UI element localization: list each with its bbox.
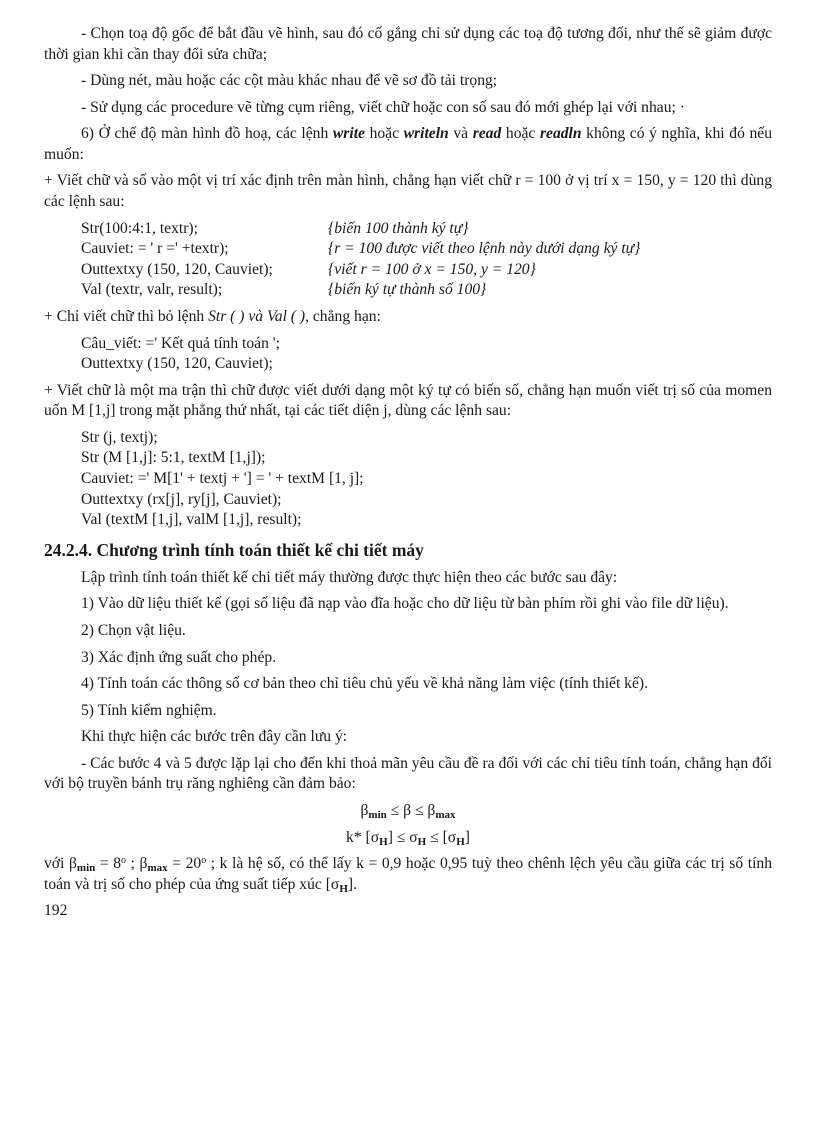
code-comment: {r = 100 được viết theo lệnh này dưới dạng ký tự} xyxy=(328,240,641,258)
paragraph-procedure: - Sử dụng các procedure vẽ từng cụm riêng, viết chữ hoặc con số sau đó mới ghép lại với nhau; · xyxy=(81,98,685,116)
code-comment: {biến ký tự thành số 100} xyxy=(328,281,487,299)
code-block-3 xyxy=(44,428,772,531)
code-line: Outtextxy (150, 120, Cauviet); xyxy=(81,355,273,373)
code-comment: {biến 100 thành ký tự} xyxy=(328,219,469,237)
paragraph-text-only: + Chỉ viết chữ thì bỏ lệnh Str ( ) và Val ( ), chẳng hạn: xyxy=(44,307,381,325)
code-block-1 xyxy=(44,219,772,301)
section-heading: 24.2.4. Chương trình tính toán thiết kế chi tiết máy xyxy=(44,539,424,560)
step-5: 5) Tính kiểm nghiệm. xyxy=(81,701,217,719)
equation-sigma: k* $[\sigma_H] \le \sigma_H \le [\sigma_H]$ xyxy=(346,828,470,848)
paragraph-origin: - Chọn toạ độ gốc để bắt đầu vẽ hình, sau đó cố gắng chỉ sử dụng các toạ độ tương đối, như thế sẽ giảm được thời gian khi cần thay đổi sửa chữa; xyxy=(44,25,772,63)
code-line: Val (textM [1,j], valM [1,j], result); xyxy=(81,511,302,529)
code-block-2 xyxy=(44,334,772,375)
code-line: Outtextxy (rx[j], ry[j], Cauviet); xyxy=(81,490,282,508)
code-line: Str(100:4:1, textr); {biến 100 thành ký tự} xyxy=(81,219,772,240)
step-1: 1) Vào dữ liệu thiết kế (gọi số liệu đã nạp vào đĩa hoặc cho dữ liệu từ bàn phím rồi ghi vào file dữ liệu). xyxy=(81,595,729,613)
code-line: Str (M [1,j]: 5:1, textM [1,j]); xyxy=(81,449,266,467)
paragraph-matrix: + Viết chữ là một ma trận thì chữ được viết dưới dạng một ký tự có biến số, chẳng hạn muốn viết trị số của momen uốn M [1,j] trong mặt phẳng thứ nhất, tại các tiết diện j, dùng các lệnh sau: xyxy=(44,381,772,420)
paragraph-beta-values: với $\beta_{min} = 8^o$ ; $\beta_{max} = 20^o$ ; k là hệ số, có thể lấy k = 0,9 hoặc 0,95 tuỳ theo chênh lệch yêu cầu giữa các trị số tính toán và trị số cho phép của ứng suất tiếp xúc $[\sigma_H]$. xyxy=(44,855,773,895)
paragraph-write-position: + Viết chữ và số vào một vị trí xác định trên màn hình, chẳng hạn viết chữ r = 100 ở vị trí x = 150, y = 120 thì dùng các lệnh sau: xyxy=(44,172,772,211)
code-line: Val (textr, valr, result); {biến ký tự thành số 100} xyxy=(81,280,772,301)
paragraph-lines: - Dùng nét, màu hoặc các cột màu khác nhau để vẽ sơ đồ tải trọng; xyxy=(81,72,498,90)
equation-beta: $\beta_{min} \le \beta \le \beta_{max}$ xyxy=(360,802,456,822)
step-3: 3) Xác định ứng suất cho phép. xyxy=(81,648,277,666)
keyword-readln: readln xyxy=(539,125,582,143)
step-4: 4) Tính toán các thông số cơ bản theo chỉ tiêu chủ yếu về khả năng làm việc (tính thiết kế). xyxy=(81,675,648,693)
note-heading: Khi thực hiện các bước trên đây cần lưu ý: xyxy=(81,728,348,746)
step-2: 2) Chọn vật liệu. xyxy=(81,621,186,639)
code-line: Cauviet: =' M[1' + textj + '] = ' + textM [1, j]; xyxy=(81,469,364,487)
paragraph-graphics-mode: 6) Ở chế độ màn hình đồ hoạ, các lệnh write hoặc writeln và read hoặc readln không có ý nghĩa, khi đó nếu muốn: xyxy=(44,125,772,163)
keyword-writeln: writeln xyxy=(403,125,449,143)
code-comment: {viết r = 100 ở x = 150, y = 120} xyxy=(328,260,536,278)
code-line: Câu_viết: =' Kết quả tính toán '; xyxy=(81,334,280,352)
keyword-write: write xyxy=(332,125,365,143)
note-steps: - Các bước 4 và 5 được lặp lại cho đến khi thoả mãn yêu cầu đề ra đối với các chỉ tiêu tính toán, chẳng hạn đối với bộ truyền bánh trụ răng nghiêng cần đảm bảo: xyxy=(44,754,772,793)
keyword-read: read xyxy=(472,125,502,143)
page-number: 192 xyxy=(44,902,68,920)
section-intro: Lập trình tính toán thiết kế chi tiết máy thường được thực hiện theo các bước sau đây: xyxy=(81,568,618,586)
code-line: Str (j, textj); xyxy=(81,428,158,446)
code-line: Outtextxy (150, 120, Cauviet); {viết r = 100 ở x = 150, y = 120} xyxy=(81,260,772,281)
code-line: Cauviet: = ' r =' +textr); {r = 100 được viết theo lệnh này dưới dạng ký tự} xyxy=(81,239,772,260)
